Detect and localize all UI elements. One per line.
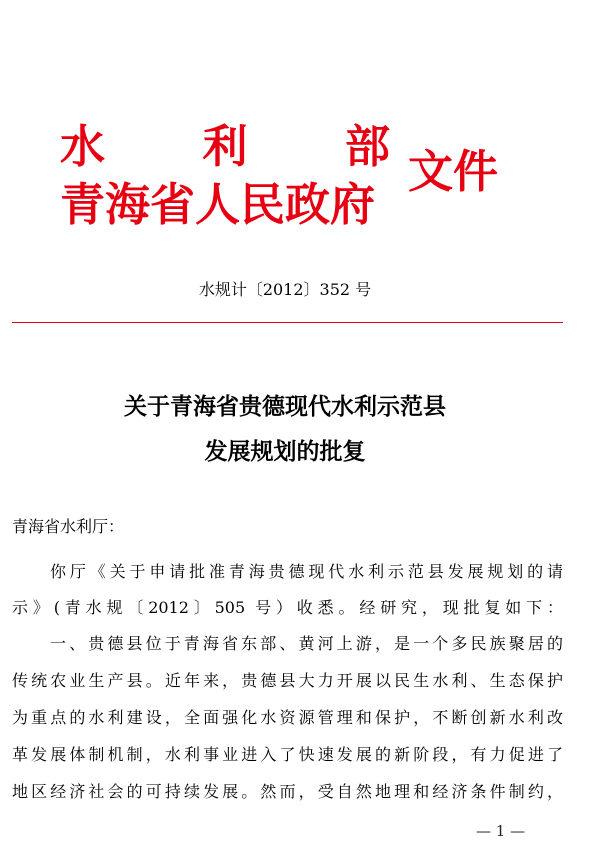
document-title-line-1: 关于青海省贵德现代水利示范县 — [124, 394, 446, 420]
body-line: 为重点的水利建设，全面强化水资源管理和保护，不断创新水利改 — [12, 708, 563, 727]
authority-qinghai-government: 青海省人民政府 — [60, 178, 376, 231]
document-title-line-2: 发展规划的批复 — [204, 439, 366, 465]
body-line: 你厅《关于申请批准青海贵德现代水利示范县发展规划的请 — [50, 562, 563, 581]
page-number: — 1 — — [476, 822, 526, 840]
body-line: 一、贵德县位于青海省东部、黄河上游，是一个多民族聚居的 — [50, 634, 563, 653]
document-number: 水规计〔2012〕352 号 — [198, 280, 372, 299]
body-line: 革发展体制机制，水利事业进入了快速发展的新阶段，有力促进了 — [12, 745, 563, 764]
authority-char: 利 — [202, 120, 248, 173]
red-header-divider — [12, 322, 563, 323]
document-type-label: 文件 — [408, 145, 499, 198]
salutation: 青海省水利厅： — [12, 517, 125, 536]
issuing-authorities — [60, 118, 400, 234]
authority-char: 部 — [344, 120, 390, 173]
authority-char: 水 — [60, 120, 106, 173]
authority-ministry-of-water-resources — [60, 118, 390, 176]
body-line: 地区经济社会的可持续发展。然而，受自然地理和经济条件制约， — [12, 782, 563, 801]
body-line: 传统农业生产县。近年来，贵德县大力开展以民生水利、生态保护 — [12, 671, 563, 690]
body-line: 示》(青水规〔2012〕505 号）收悉。经研究，现批复如下： — [12, 598, 563, 617]
